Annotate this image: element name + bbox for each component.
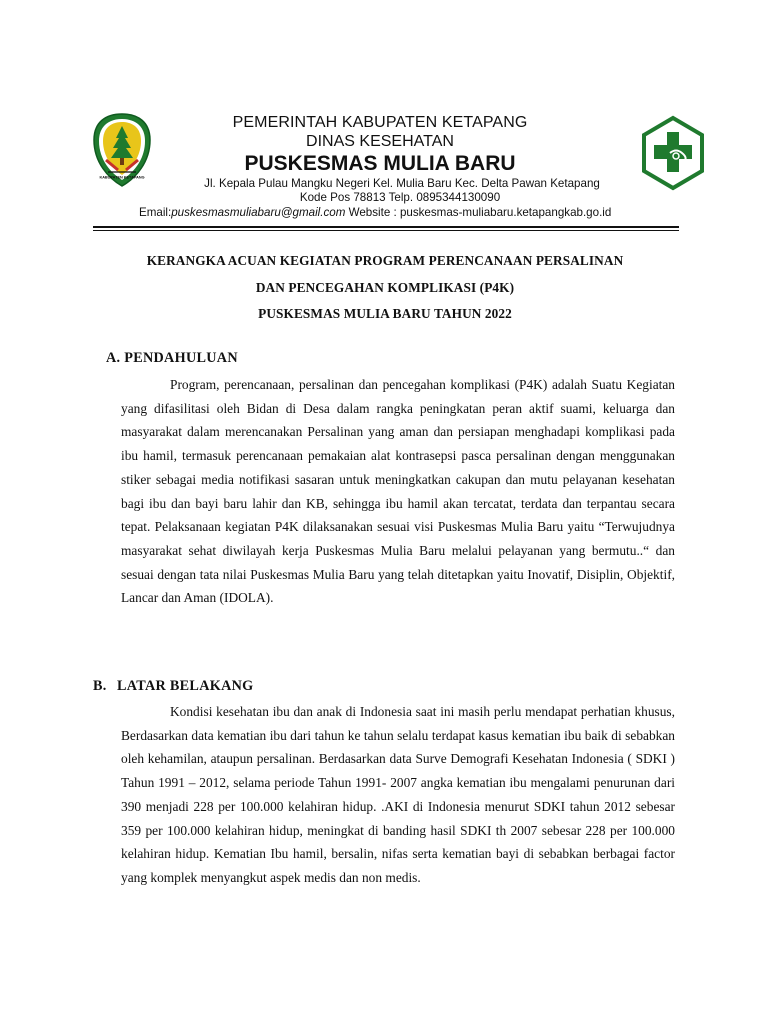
section-heading-pendahuluan: A. PENDAHULUAN <box>106 350 238 366</box>
email-label: Email: <box>139 206 172 219</box>
document-title <box>90 248 680 328</box>
letterhead-contact <box>139 206 679 220</box>
letterhead-divider-thick <box>93 226 679 228</box>
section-heading-number: B. <box>93 678 107 694</box>
title-line-1: KERANGKA ACUAN KEGIATAN PROGRAM PERENCANAAN PERSALINAN <box>146 253 624 268</box>
email-address: puskesmasmuliabaru@gmail.com <box>171 206 346 219</box>
title-line-2: DAN PENCEGAHAN KOMPLIKASI (P4K) <box>255 279 515 295</box>
letterhead-address: Jl. Kepala Pulau Mangku Negeri Kel. Mulia Baru Kec. Delta Pawan Ketapang <box>204 177 600 190</box>
title-line-3: PUSKESMAS MULIA BARU TAHUN 2022 <box>258 306 512 321</box>
section-heading-text: LATAR BELAKANG <box>117 678 254 694</box>
letterhead-divider-thin <box>93 230 679 231</box>
seal-caption: KABUPATEN KETAPANG <box>99 175 145 180</box>
puskesmas-logo-icon <box>640 115 706 191</box>
website-label: Website : <box>345 206 400 219</box>
website-address: puskesmas-muliabaru.ketapangkab.go.id <box>399 206 612 219</box>
letterhead-department: DINAS KESEHATAN <box>306 133 454 150</box>
letterhead-postal-phone: Kode Pos 78813 Telp. 0895344130090 <box>299 191 501 204</box>
section-heading-latar-belakang <box>93 678 254 695</box>
letterhead <box>130 113 630 205</box>
letterhead-institution: PUSKESMAS MULIA BARU <box>244 152 516 175</box>
letterhead-government: PEMERINTAH KABUPATEN KETAPANG <box>232 114 528 131</box>
section-body-pendahuluan: Program, perencanaan, persalinan dan pencegahan komplikasi (P4K) adalah Suatu Kegiatan yang difasilitasi oleh Bidan di Desa dalam rangka peningkatan peran aktif suami, keluarga dan masyarakat dalam merencanakan Persalinan yang aman dan persiapan menghadapi komplikasi pada ibu hamil, termasuk perencanaan pemakaian alat kontrasepsi pasca persalinan dengan menggunakan stiker sebagai media notifikasi sasaran untuk meningkatkan cakupan dan mutu pelayanan kesehatan bagi ibu dan bayi baru lahir dan KB, sehingga ibu hamil akan tercatat, terdata dan terpantau secara tepat. Pelaksanaan kegiatan P4K dilaksanakan sesuai visi Puskesmas Mulia Baru yaitu “Terwujudnya masyarakat sehat diwilayah kerja Puskesmas Mulia Baru melalui pelayanan yang bermutu..“ dan sesuai dengan tata nilai Puskesmas Mulia Baru yang telah ditetapkan yaitu Inovatif, Disiplin, Objektif, Lancar dan Aman (IDOLA). <box>121 377 675 606</box>
section-body-latar-belakang: Kondisi kesehatan ibu dan anak di Indonesia saat ini masih perlu mendapat perhatian khusus, Berdasarkan data kematian ibu dari tahun ke tahun selalu terdapat kasus kematian ibu baik di sebabkan oleh kehamilan, ataupun persalinan. Berdasarkan data Surve Demografi Kesehatan Indonesia ( SDKI ) Tahun 1991 – 2012, selama periode Tahun 1991- 2007 angka kematian ibu mengalami penurunan dari 390 menjadi 228 per 100.000 kelahiran hidup. .AKI di Indonesia menurut SDKI tahun 2012 sebesar 359 per 100.000 kelahiran hidup, meningkat di banding hasil SDKI th 2007 sebesar 228 per 100.000 kelahiran hidup. Kematian Ibu hamil, bersalin, nifas serta kematian bayi di sebabkan berbagai factor yang komplek menyangkut aspek medis dan non medis. <box>121 704 675 885</box>
